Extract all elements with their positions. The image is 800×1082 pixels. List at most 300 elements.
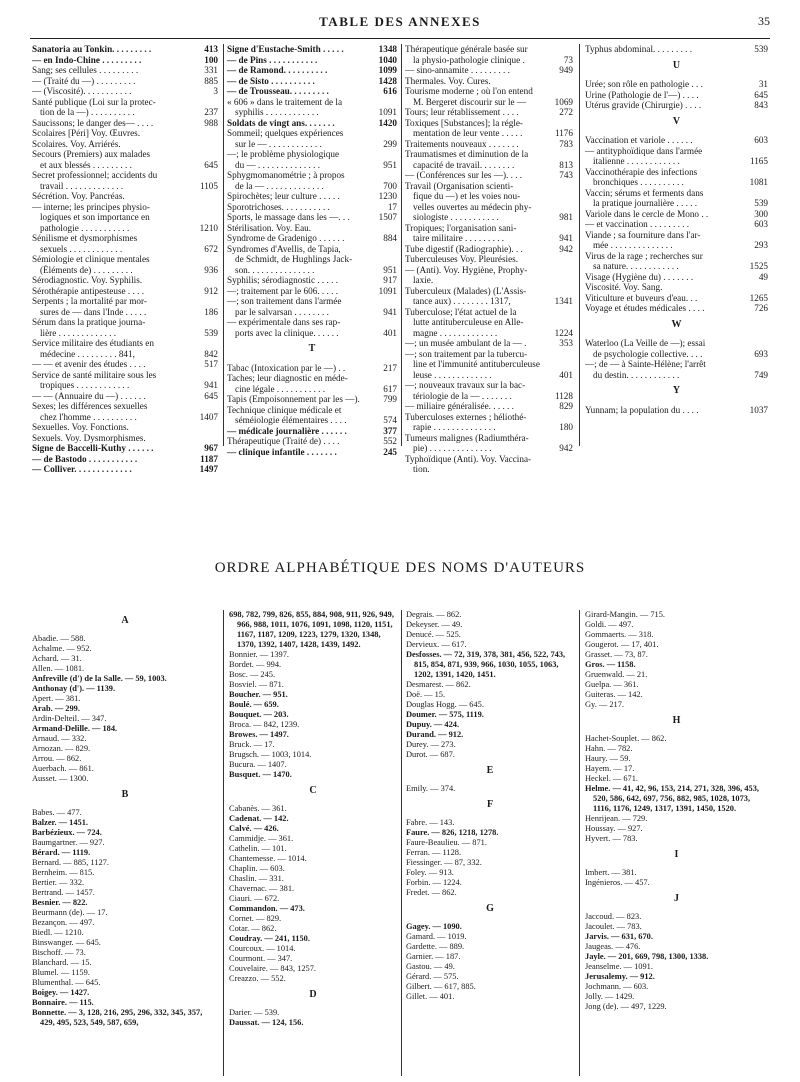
index-entry-page: 645 [204,159,218,170]
index-entry [405,244,573,255]
index-entry-text: médecine . . . . . . . . . 841, [40,348,135,359]
index-entry [32,118,218,129]
index-entry [585,338,768,349]
index-entry [32,359,218,370]
index-entry [32,286,218,297]
index-entry-text: Santé publique (Loi sur la protec- [32,96,156,107]
author-entry: Cabanès. — 361. [229,804,287,813]
author-entry: Jarvis. — 631, 670. [585,932,653,941]
index-entry [32,317,218,328]
index-entry [405,338,573,349]
index-entry-text: — en Indo-Chine . . . . . . . . . [32,54,142,65]
author-entry: Chantemesse. — 1014. [229,854,307,863]
index-entry-text: mentation de leur vente . . . . . [413,128,523,138]
index-entry [32,55,218,66]
author-entry: Achard. — 31. [32,654,82,663]
index-entry [227,86,397,97]
index-entry-text: Spirochètes; leur culture . . . . . [227,191,340,201]
index-entry-text: Sérodiagnostic. Voy. Syphilis. [32,275,143,285]
index-entry-text: —; nouveaux travaux sur la bac- [405,380,526,390]
index-entry-text: — — et avenir des études . . . . [32,359,146,369]
index-entry-text: Taches; leur diagnostic en méde- [227,373,348,383]
index-entry-text: Sexes; les différences sexuelles [32,401,148,411]
author-entry: Forbin. — 1224. [406,878,462,887]
author-entry: Durey. — 273. [406,740,456,749]
index-entry-text: mée . . . . . . . . . . . . . . [593,240,673,250]
author-entry: Cathelin. — 101. [229,844,287,853]
index-entry [32,244,218,255]
index-entry [405,170,573,181]
author-entry: Binswanger. — 645. [32,938,101,947]
index-entry-page: 237 [204,107,218,117]
author-entry: Cotar. — 862. [229,924,277,933]
index-entry-text: Tabac (Intoxication par le —) . . [227,362,346,373]
index-entry-page: 186 [204,306,218,317]
author-entry: Bosc. — 245. [229,670,276,679]
author-entry: Cadenat. — 142. [229,814,289,823]
index-entry [227,202,397,213]
author-entry: Guelpa. — 361. [585,680,639,689]
index-entry-page: 1230 [378,191,397,201]
author-entry: Ferran. — 1128. [406,848,462,857]
author-entry: Hyvert. — 783. [585,834,638,843]
index-entry-text: de Schmidt, de Hughlings Jack- [235,254,353,264]
index-entry-text: velles ouvertes au médecin phy- [413,201,532,212]
index-entry [227,436,397,447]
index-entry [405,139,573,150]
index-entry-text: — Colliver. . . . . . . . . . . . . [32,464,132,474]
index-entry-text: Traitements nouveaux . . . . . . . [405,138,519,149]
index-entry-text: —; de — à Sainte-Hélène; l'arrêt [585,359,706,369]
index-entry [227,296,397,307]
index-entry [405,212,573,223]
column-divider [223,610,224,1076]
index-entry [32,443,218,454]
index-entry [585,251,768,262]
index-entry [32,328,218,339]
index-column-3 [405,44,573,474]
index-entry [585,370,768,381]
author-entry: Jochmann. — 603. [585,982,649,991]
index-entry [405,286,573,297]
index-entry-text: Thérapeutique (Traité de) . . . . [227,436,340,446]
index-entry [585,44,768,55]
index-entry-page: 1176 [554,128,573,138]
index-entry [227,107,397,118]
author-entry: Chavernac. — 381. [229,884,295,893]
index-entry-page: 603 [754,219,768,229]
index-entry [405,128,573,139]
index-entry-text: Sang; ses cellules . . . . . . . . . [32,65,139,75]
index-entry-text: Tours; leur rétablissement . . . . [405,107,519,117]
author-entry: Houssay. — 927. [585,824,643,833]
index-entry-text: — — (Annuaire du —) . . . . . . [32,390,146,401]
index-entry-page: 1128 [554,390,573,401]
index-entry-text: Saucissons; le danger des— . . . . [32,117,154,128]
index-entry-page: 300 [754,208,768,219]
author-entry: Bonnier. — 1397. [229,650,290,659]
author-entry: Gillet. — 401. [406,992,455,1001]
index-entry [405,118,573,129]
index-entry-text: —; un musée ambulant de la — . [405,338,527,348]
page-title: TABLE DES ANNEXES [319,14,481,29]
author-entry: Gilbert. — 617, 885. [406,982,476,991]
index-entry [32,307,218,318]
index-entry [405,296,573,307]
index-entry-text: Tuberculoses externes ; héliothé- [405,411,527,422]
index-entry-text: Sphygmomanométrie ; à propos [227,170,345,180]
index-entry-page: 1069 [554,96,573,107]
index-entry [405,86,573,97]
index-entry-text: Sénilisme et dysmorphismes [32,233,138,243]
author-entry: Dervieux. — 617. [406,640,467,649]
index-entry [405,181,573,192]
index-entry-page: 693 [754,348,768,359]
section-letter: W [671,318,682,330]
index-entry [585,240,768,251]
index-entry-text: Tuberculose; l'état actuel de la [405,306,517,317]
authors-section-title: ORDRE ALPHABÉTIQUE DES NOMS D'AUTEURS [214,560,586,576]
index-entry [32,338,218,349]
index-entry-text: Syndrome de Gradenigo . . . . . . [227,233,345,243]
author-entry: Calvé. — 426. [229,824,279,833]
author-entry: Abadie. — 588. [32,634,86,643]
section-letter: V [672,115,681,127]
index-entry-page: 539 [204,327,218,338]
index-entry [405,265,573,276]
index-entry-text: Virus de la rage ; recherches sur [585,250,703,261]
index-entry [405,328,573,339]
author-entry: Jolly. — 1429. [585,992,635,1001]
index-entry [227,244,397,255]
author-entry: Courcoux. — 1014. [229,944,296,953]
index-entry-page: 180 [559,422,573,432]
index-entry [32,275,218,286]
index-entry-page: 100 [204,54,218,65]
author-entry: Barbézieux. — 724. [32,828,102,837]
author-section-letter: J [674,893,679,904]
index-entry-text: la pratique journalière . . . . . [593,198,698,208]
index-entry [227,118,397,129]
index-entry [32,223,218,234]
index-entry-text: rapie . . . . . . . . . . . . . . [413,422,496,432]
index-entry-page: 645 [754,89,768,100]
index-entry-page: 293 [754,240,768,250]
index-entry-text: Tuberculeuses Voy. Pleurésies. [405,254,519,264]
author-entry: Babes. — 477. [32,808,82,817]
index-entry-page: 603 [754,135,768,145]
index-entry-text: Travail (Organisation scienti- [405,180,514,191]
author-entry: Dekeyser. — 49. [406,620,463,629]
index-entry-text: Urée; son rôle en pathologie . . . [585,79,703,89]
index-entry-text: par le salvarsan . . . . . . . . [235,306,329,317]
index-entry [585,146,768,157]
author-entry: Bischoff. — 73. [32,948,86,957]
index-entry [405,317,573,328]
author-entry: Henrijean. — 729. [585,814,648,823]
index-entry-text: Tube digestif (Radiographie). . . [405,243,523,254]
index-entry-text: sa nature. . . . . . . . . . . . [593,261,679,271]
author-entry: Daussat. — 124, 156. [229,1018,304,1027]
index-entry [32,296,218,307]
author-entry: Denucé. — 525. [406,630,461,639]
author-entry: Darier. — 539. [229,1008,280,1017]
index-entry-page: 726 [754,303,768,313]
index-entry [32,422,218,433]
index-entry-text: ports avec la clinique. . . . . . [235,327,339,338]
index-entry [32,181,218,192]
author-entry: Ciauri. — 672. [229,894,280,903]
index-entry-text: travail . . . . . . . . . . . . . [40,180,124,191]
index-entry-text: taire militaire . . . . . . . . . [413,233,505,243]
author-entry: Brugsch. — 1003, 1014. [229,750,312,759]
index-entry-page: 942 [559,243,573,254]
index-entry-text: — (Viscosité). . . . . . . . . . . [32,86,132,96]
index-entry-page: 799 [383,394,397,404]
index-entry-text: tion de la —) . . . . . . . . . . [40,107,135,117]
author-entry: Blanchard. — 15. [32,958,92,967]
index-entry [32,170,218,181]
index-entry [227,384,397,395]
index-entry-text: Waterloo (La Veille de —); essai [585,338,706,348]
index-entry [32,86,218,97]
index-entry-page: 1497 [199,464,218,474]
index-entry-page: 951 [383,159,397,170]
index-entry-text: de psychologie collective. . . . [593,348,703,359]
index-entry-text: —; le problème physiologique [227,149,340,159]
index-entry [405,202,573,213]
index-entry-text: sur le — . . . . . . . . . . . . [235,138,322,149]
index-entry-page: 672 [204,243,218,254]
index-entry-page: 829 [559,401,573,411]
author-entry: Faure-Beaulieu. — 871. [406,838,487,847]
author-entry: Desmarest. — 862. [406,680,471,689]
index-entry-text: — de Trousseau. . . . . . . . . [227,86,329,96]
index-entry [585,230,768,241]
author-entry: Chaplin. — 603. [229,864,285,873]
index-entry [405,307,573,318]
author-entry: Faure. — 826, 1218, 1278. [406,828,499,837]
author-entry: Desfosses. — 72, 319, 378, 381, 456, 522, 743, 815, 854, 871, 939, 966, 1030, 1055, 1063, 1202, 1391, 1420, 1451. [406,650,566,679]
index-entry [405,349,573,360]
index-entry [405,97,573,108]
index-entry [32,107,218,118]
index-entry-text: — clinique infantile . . . . . . . [227,446,337,457]
index-entry [405,412,573,423]
author-entry: Doumer. — 575, 1119. [406,710,484,719]
authors-column-2 [229,610,397,1028]
index-entry-page: 941 [204,380,218,390]
index-entry-page: 988 [204,117,218,128]
author-entry: Foley. — 913. [406,868,454,877]
index-entry [227,223,397,234]
author-entry: Coudray. — 241, 1150. [229,934,310,943]
index-entry [227,191,397,202]
index-entry [32,128,218,139]
index-entry-page: 217 [383,362,397,373]
index-entry-page: 245 [383,446,397,457]
index-entry-page: 1187 [200,453,218,464]
index-entry [32,349,218,360]
index-entry [32,191,218,202]
author-entry: Biedl. — 1210. [32,928,84,937]
index-entry [32,370,218,381]
index-entry [585,167,768,178]
index-entry-text: —; traitement par le 606. . . . . [227,285,338,296]
index-entry [227,76,397,87]
index-entry [32,265,218,276]
index-entry-page: 941 [383,306,397,317]
index-entry [405,370,573,381]
index-entry-text: Serpents ; la mortalité par mor- [32,296,147,306]
index-entry-text: laxie. [413,275,434,285]
author-entry: Hahn. — 782. [585,744,633,753]
index-entry [405,422,573,433]
index-entry [227,317,397,328]
index-entry-text: séméiologie élémentaires . . . . [235,415,347,425]
index-entry [585,156,768,167]
index-entry-text: Sérum dans la pratique journa- [32,317,146,327]
index-entry-page: 1105 [199,180,218,191]
author-entry: Anthonay (d'). — 1139. [32,684,116,693]
index-entry-text: italienne . . . . . . . . . . . . [593,156,680,166]
index-entry-page: 272 [559,107,573,117]
index-entry-text: Yunnam; la population du . . . . [585,404,699,415]
index-entry-page: 552 [383,436,397,446]
index-entry [227,97,397,108]
index-entry-text: Tourisme moderne ; où l'on entend [405,86,533,96]
index-entry [227,328,397,339]
index-entry-page: 331 [204,65,218,75]
author-entry: Dupuy. — 424. [406,720,460,729]
index-column-1 [32,44,218,474]
index-entry-text: Tapis (Empoisonnement par les —). [227,394,360,404]
author-entry: Bérard. — 1119. [32,848,91,857]
index-entry-text: —; son traitement dans l'armée [227,296,342,306]
index-entry [227,149,397,160]
section-letter: T [308,343,316,354]
index-entry-page: 1265 [749,292,768,303]
index-entry-page: 813 [559,159,573,170]
author-entry: Gros. — 1158. [585,660,636,669]
index-entry-text: line et l'immunité antituberculeuse [413,359,540,369]
index-entry [227,170,397,181]
author-entry: Boulé. — 659. [229,700,279,709]
author-entry: Achalme. — 952. [32,644,92,653]
index-entry-text: Vaccin; sérums et ferments dans [585,187,704,198]
author-entry: Doë. — 15. [406,690,446,699]
index-entry [585,349,768,360]
index-entry-page: 884 [383,233,397,243]
authors-column-3 [406,610,574,1002]
index-entry-page: 743 [559,170,573,180]
index-entry [227,394,397,405]
index-entry-text: Thérapeutique générale basée sur [405,44,528,54]
author-entry: Grasset. — 73, 87. [585,650,648,659]
author-entry: Apert. — 381. [32,694,81,703]
index-entry [405,275,573,286]
index-entry [227,44,397,55]
author-entry: Gy. — 217. [585,700,625,709]
index-entry [227,181,397,192]
index-entry-text: Vaccination et variole . . . . . . [585,135,693,145]
index-entry-page: 617 [383,383,397,394]
author-entry: Chaslin. — 331. [229,874,284,883]
index-entry [405,76,573,87]
author-entry: Bezançon. — 497. [32,918,95,927]
index-entry [32,433,218,444]
index-entry [405,160,573,171]
author-section-letter: A [121,615,129,626]
index-entry-text: sures de — dans l'Inde . . . . . [40,306,147,317]
index-entry-page: 1040 [378,54,397,65]
author-entry: Durot. — 687. [406,750,455,759]
index-entry-text: Service de santé militaire sous les [32,369,157,380]
author-section-letter: C [309,785,317,796]
index-entry-page: 401 [559,369,573,380]
author-entry: Bruck. — 17. [229,740,275,749]
index-entry [585,282,768,293]
index-entry-text: — de Bastodo . . . . . . . . . . . [32,453,138,464]
column-divider [579,610,580,1076]
index-entry-text: et aux blessés . . . . . . . . . [40,159,132,170]
author-entry: Baumgartner. — 927. [32,838,105,847]
index-entry-text: Thermales. Voy. Cures. [405,75,491,86]
index-entry [585,188,768,199]
index-entry [32,212,218,223]
index-entry-page: 843 [754,100,768,110]
index-entry-text: Tuberculeux (Malades) (L'Assis- [405,285,527,296]
index-entry-page: 1407 [199,411,218,422]
index-entry-text: Stérilisation. Voy. Eau. [227,222,312,233]
index-entry-page: 1091 [378,285,397,296]
index-entry-page: 616 [383,86,397,96]
header-rule [30,38,770,39]
index-entry [405,380,573,391]
index-entry [405,65,573,76]
index-entry-text: du — . . . . . . . . . . . . . . [235,159,320,170]
index-entry-page: 17 [387,201,397,212]
index-entry [405,44,573,55]
index-entry-text: Tumeurs malignes (Radiumthéra- [405,432,529,443]
index-entry-text: chez l'homme . . . . . . . . . . [40,411,137,422]
index-entry-text: —; son traitement par la tubercu- [405,348,528,359]
author-entry: Boucher. — 951. [229,690,288,699]
index-entry [585,79,768,90]
index-entry-page: 1428 [378,75,397,86]
index-entry [32,44,218,55]
authors-column-4 [585,610,768,1012]
author-entry: Bertrand. — 1457. [32,888,95,897]
author-entry: Hachet-Souplet. — 862. [585,734,667,743]
index-entry [32,380,218,391]
index-entry-page: 1348 [378,44,397,54]
author-entry: Couvelaire. — 843, 1257. [229,964,316,973]
index-entry-text: tance aux) . . . . . . . . 1317, [413,296,511,306]
index-entry [227,307,397,318]
index-entry-page: 1341 [554,296,573,306]
index-entry-text: — interne; les principes physio- [32,201,150,212]
index-entry-page: 942 [559,443,573,453]
index-entry-page: 353 [559,338,573,348]
index-entry-page: 517 [204,359,218,369]
index-entry [227,373,397,384]
author-entry: Gérard. — 575. [406,972,459,981]
index-entry-text: — de Ramond. . . . . . . . . . [227,65,328,75]
index-entry-text: Syphilis; sérodiagnostic . . . . . [227,275,339,285]
author-entry: Ardin-Delteil. — 347. [32,714,107,723]
index-entry-text: — de Sisto . . . . . . . . . . [227,75,315,86]
